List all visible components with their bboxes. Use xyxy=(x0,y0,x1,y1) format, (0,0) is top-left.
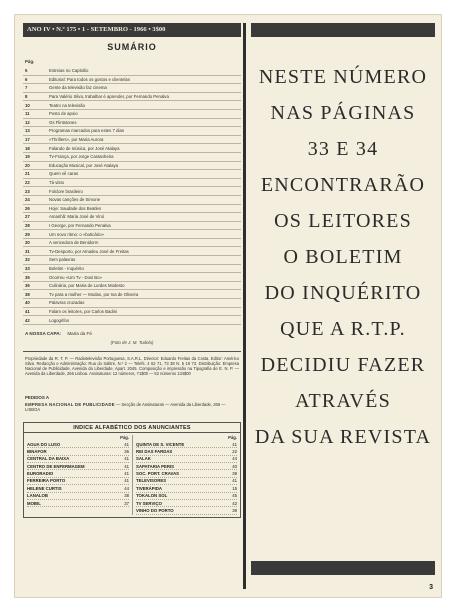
toc-title: A vencedora de Benidorm xyxy=(49,240,99,246)
toc-title: Teatro na televisão xyxy=(49,102,86,108)
advertiser-name: LANALOB xyxy=(27,493,49,499)
divider xyxy=(23,351,241,352)
index-row xyxy=(27,441,129,448)
index-row xyxy=(136,478,237,485)
toc-title: Falam os leitores, por Carlos Badini xyxy=(49,308,118,314)
toc-page: 30 xyxy=(25,240,30,246)
advertiser-page: 37 xyxy=(124,500,129,506)
toc-title: Gente da televisão faz cinema xyxy=(49,85,107,91)
toc-page: 26 xyxy=(25,205,30,211)
toc-row xyxy=(23,136,241,145)
toc-page: 10 xyxy=(25,102,30,108)
index-row xyxy=(27,456,129,463)
left-column xyxy=(23,23,241,589)
top-bar xyxy=(251,23,435,37)
advertiser-name: SOC. PORT. CRAVAS xyxy=(136,471,180,477)
advertiser-name: BINAFOR xyxy=(27,448,47,454)
advertiser-name: FERREIRA PORTO xyxy=(27,478,66,484)
index-row xyxy=(27,470,129,477)
toc-page: 38 xyxy=(25,291,30,297)
toc-row xyxy=(23,196,241,205)
sumario-title: SUMÁRIO xyxy=(107,42,157,52)
toc-title: Estreias no Capitólio xyxy=(49,68,89,74)
toc-row xyxy=(23,101,241,110)
toc-row xyxy=(23,282,241,291)
magazine-page xyxy=(14,14,442,598)
headline-line: ATRAVÉS xyxy=(295,390,391,412)
index-row xyxy=(136,485,237,492)
toc-row xyxy=(23,273,241,282)
advertiser-name: REI DAS FARDAS xyxy=(136,448,173,454)
toc-page: 12 xyxy=(25,119,30,125)
advertiser-name: TIVERÁPIDA xyxy=(136,485,163,491)
advertiser-page: 41 xyxy=(124,463,129,469)
toc-title: Tá visto xyxy=(49,180,65,186)
advertiser-page: 42 xyxy=(232,500,237,506)
index-column-left xyxy=(27,435,132,515)
toc-row xyxy=(23,256,241,265)
toc-title: Falando de música, por José Atalaya xyxy=(49,145,120,151)
advertiser-name: TELEVISORES xyxy=(136,478,167,484)
toc-page: 29 xyxy=(25,231,30,237)
headline-line: QUE A R.T.P. xyxy=(280,318,406,340)
cover-credit xyxy=(23,331,241,336)
advertiser-page: 39 xyxy=(232,508,237,514)
headline-line: NESTE NÚMERO xyxy=(258,66,428,88)
advertiser-page: 41 xyxy=(232,478,237,484)
index-row xyxy=(27,500,129,507)
toc-page: 17 xyxy=(25,137,30,143)
toc-row xyxy=(23,230,241,239)
advertiser-page: 22 xyxy=(232,448,237,454)
toc-row xyxy=(23,265,241,274)
toc-row xyxy=(23,205,241,214)
photo-credit: (Foto de J. M. Tudela) xyxy=(110,339,154,345)
advertiser-page: 41 xyxy=(232,441,237,447)
cover-label: A NOSSA CAPA: xyxy=(25,330,62,336)
toc-row xyxy=(23,67,241,76)
bottom-bar xyxy=(251,561,435,575)
advertisers-index xyxy=(23,422,241,518)
headline-line: DECIDIU FAZER xyxy=(260,354,426,376)
toc-row xyxy=(23,239,241,248)
toc-page: 40 xyxy=(25,300,30,306)
index-row xyxy=(27,485,129,492)
index-row xyxy=(136,456,237,463)
orders-address xyxy=(23,402,241,412)
index-row xyxy=(136,507,237,514)
toc-page: 28 xyxy=(25,222,30,228)
toc-row xyxy=(23,93,241,102)
toc-row xyxy=(23,76,241,85)
toc-page: 11 xyxy=(25,111,30,117)
toc-title: I George, por Fernando Penalva xyxy=(49,222,111,228)
toc-row xyxy=(23,316,241,325)
headline-line: ENCONTRARÃO xyxy=(260,174,426,196)
headline-line: NAS PÁGINAS xyxy=(270,102,416,124)
advertiser-page: 38 xyxy=(124,493,129,499)
company-address: — Secção de Assinaturas — Avenida da Liberdade, 266 — LISBOA xyxy=(25,401,226,412)
table-of-contents xyxy=(23,67,241,325)
column-divider xyxy=(243,23,246,589)
cover-subject: Maria da Fé xyxy=(67,330,92,336)
advertiser-page: 41 xyxy=(124,456,129,462)
toc-row xyxy=(23,110,241,119)
toc-page: 6 xyxy=(25,76,28,82)
toc-title: Os Flintstones xyxy=(49,119,77,125)
advertiser-name: EURORADIO xyxy=(27,471,54,477)
index-title: INDICE ALFABÉTICO DOS ANUNCIANTES xyxy=(24,423,240,433)
toc-page: 35 xyxy=(25,274,30,280)
toc-page: 13 xyxy=(25,128,30,134)
page-number: 3 xyxy=(429,584,433,591)
toc-title: Logogrifos xyxy=(49,317,70,323)
toc-page: 23 xyxy=(25,188,30,194)
toc-page: 18 xyxy=(25,145,30,151)
advertiser-page: 41 xyxy=(124,478,129,484)
toc-title: Palavras cruzadas xyxy=(49,300,85,306)
toc-title: Amanhã: Maria José de Vinó xyxy=(49,214,105,220)
toc-row xyxy=(23,308,241,317)
advertiser-page: 41 xyxy=(124,471,129,477)
advertiser-page: 40 xyxy=(232,463,237,469)
toc-row xyxy=(23,119,241,128)
toc-title: Para Valério Silva, trabalhar é aprender, por Fernando Penalva xyxy=(49,94,169,100)
index-row xyxy=(27,493,129,500)
advertiser-page: 41 xyxy=(124,441,129,447)
advertiser-page: 45 xyxy=(232,493,237,499)
toc-row xyxy=(23,179,241,188)
advertiser-page: 44 xyxy=(232,456,237,462)
toc-row xyxy=(23,290,241,299)
toc-title: Culinária, por Maria de Lurdes Modesto xyxy=(49,283,125,289)
headline-line: DO INQUÉRITO xyxy=(264,282,422,304)
index-row xyxy=(136,448,237,455)
toc-page-header: Pág. xyxy=(25,59,35,64)
toc-row xyxy=(23,187,241,196)
announcement-headline xyxy=(251,59,435,455)
index-row xyxy=(27,463,129,470)
company-name: EMPRESA NACIONAL DE PUBLICIDADE xyxy=(25,401,115,407)
toc-row xyxy=(23,222,241,231)
index-row xyxy=(27,448,129,455)
toc-title: Folclore brasileiro xyxy=(49,188,83,194)
masthead: ANO IV • N.º 175 • 1 - SETEMBRO - 1966 • 3$00 xyxy=(23,23,241,37)
toc-title: Hoje: Saudade dos Beatles xyxy=(49,205,102,211)
index-row xyxy=(136,493,237,500)
toc-page: 7 xyxy=(25,85,28,91)
index-row xyxy=(27,478,129,485)
headline-line: O BOLETIM xyxy=(283,246,403,268)
toc-page: 36 xyxy=(25,283,30,289)
advertiser-name: CENTRO DE ENFERMAGEM xyxy=(27,463,85,469)
toc-page: 32 xyxy=(25,257,30,263)
headline-line: DA SUA REVISTA xyxy=(254,426,432,448)
index-row xyxy=(136,470,237,477)
advertiser-name: AGUA DO LUSO xyxy=(27,441,61,447)
index-page-header: Pág. xyxy=(228,434,237,440)
toc-title: Posto de apoio xyxy=(49,111,78,117)
toc-page: 8 xyxy=(25,94,28,100)
advertiser-name: MOBIL xyxy=(27,500,41,506)
toc-page: 41 xyxy=(25,308,30,314)
toc-title: Editorial: Para todos os gostos e clientelas xyxy=(49,76,130,82)
advertiser-page: 39 xyxy=(232,471,237,477)
toc-title: Novas canções de Simone xyxy=(49,197,101,203)
toc-row xyxy=(23,144,241,153)
toc-row xyxy=(23,84,241,93)
advertiser-name: TV SERVIÇO xyxy=(136,500,162,506)
toc-row xyxy=(23,213,241,222)
toc-title: Ocorreu «Um Tv - Dosi Bo» xyxy=(49,274,102,280)
advertiser-name: TOKALON SOL xyxy=(136,493,168,499)
toc-title: Boletim - Inquérito xyxy=(49,265,84,271)
advertiser-page: 44 xyxy=(124,485,129,491)
toc-page: 33 xyxy=(25,265,30,271)
toc-page: 42 xyxy=(25,317,30,323)
advertiser-name: HELENE CURTIS xyxy=(27,485,62,491)
toc-title: Quem vê caras xyxy=(49,171,79,177)
publication-info: Propriedade da R. T. P. — Radiotelevisão Portuguesa, S.A.R.L. Director: Eduardo Freitas da Costa. Editor: Américo Silva. Redacção e Administração: Rua do Salitre, N.º 2 — Telefs. 4 62 71, 73 38 N. 5 19 73. Distribuição: Empresa Nacional de Publicidade, Avenida da Liberdade, Apart. 2045. Composição e impressão na Tipografia de E. N. P. — Avenida da Liberdade, 266 Lisboa. Assinaturas: 12 números, 71$00 — 52 números 134$00 xyxy=(25,355,239,377)
advertiser-name: SALAK xyxy=(136,456,151,462)
right-column xyxy=(251,23,435,589)
toc-title: Educação Musical, por José Atalaya xyxy=(49,162,119,168)
advertiser-page: 15 xyxy=(232,485,237,491)
index-row xyxy=(136,463,237,470)
toc-page: 5 xyxy=(25,68,28,74)
toc-row xyxy=(23,127,241,136)
toc-title: «Thrillers», por Maria Aurora xyxy=(49,137,104,143)
toc-page: 31 xyxy=(25,248,30,254)
toc-row xyxy=(23,170,241,179)
toc-title: Um novo ritmo: o «boticário» xyxy=(49,231,104,237)
advertiser-name: CENTRAL DA BAIXA xyxy=(27,456,70,462)
orders-label: PEDIDOS A xyxy=(25,394,49,400)
headline-line: OS LEITORES xyxy=(274,210,412,232)
toc-page: 19 xyxy=(25,154,30,160)
index-column-right xyxy=(132,435,237,515)
toc-row xyxy=(23,153,241,162)
toc-row xyxy=(23,162,241,171)
toc-title: Programas marcados para estes 7 dias xyxy=(49,128,124,134)
toc-page: 20 xyxy=(25,162,30,168)
index-row xyxy=(136,441,237,448)
toc-title: Tv-França, por Jorge Castanheira xyxy=(49,154,114,160)
advertiser-name: SAPATARIA PERIS xyxy=(136,463,175,469)
toc-row xyxy=(23,247,241,256)
toc-page: 21 xyxy=(25,171,30,177)
toc-page: 27 xyxy=(25,214,30,220)
toc-title: Sem palavras xyxy=(49,257,76,263)
toc-title: Tv para a mulher — Modas, por Isa de Oliveira xyxy=(49,291,139,297)
toc-page: 22 xyxy=(25,180,30,186)
toc-row xyxy=(23,299,241,308)
headline-line: 33 E 34 xyxy=(307,138,379,160)
index-row xyxy=(136,500,237,507)
advertiser-name: VINHO DO PORTO xyxy=(136,508,174,514)
toc-title: Tv-Desporto, por Amadeu José de Freitas xyxy=(49,248,129,254)
toc-page: 24 xyxy=(25,197,30,203)
advertiser-page: 36 xyxy=(124,448,129,454)
index-page-header: Pág. xyxy=(120,434,129,440)
advertiser-name: QUINTA DE S. VICENTE xyxy=(136,441,185,447)
